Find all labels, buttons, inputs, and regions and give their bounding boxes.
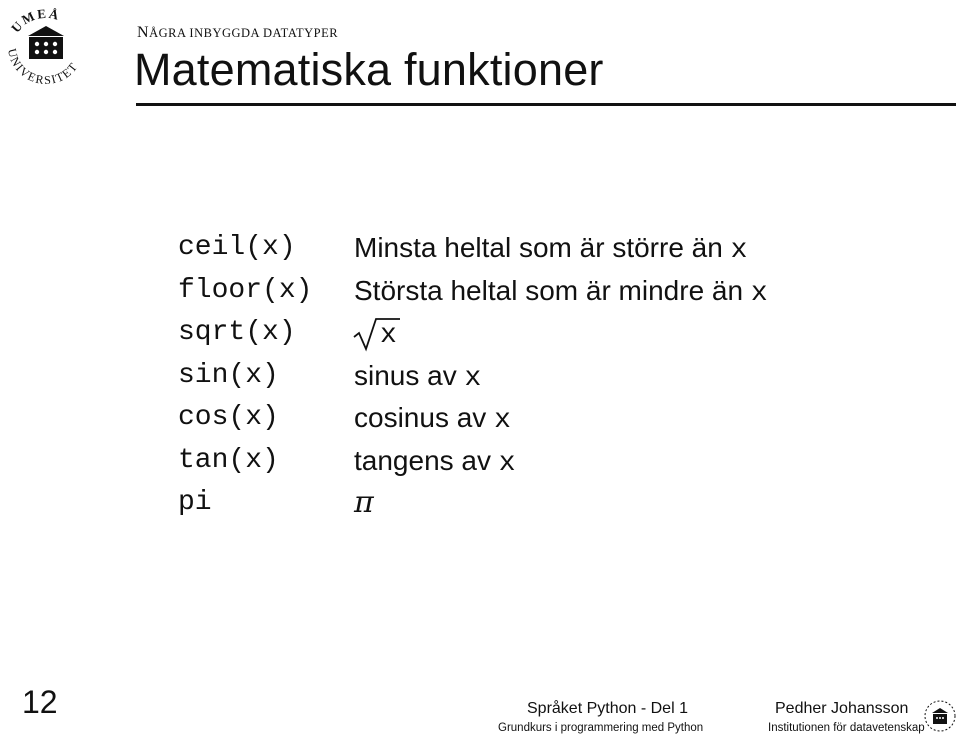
footer-department: Institutionen för datavetenskap [768, 722, 925, 734]
square-root-sign-icon [354, 317, 400, 351]
section-kicker [137, 24, 338, 42]
kicker-first-letter: N [137, 24, 150, 41]
function-name: cos(x) [178, 402, 279, 433]
logo-text-bottom: UNIVERSITET [4, 47, 81, 88]
function-name: pi [178, 487, 212, 518]
pi-symbol: π [354, 485, 374, 520]
slide-number: 12 [22, 684, 58, 720]
function-description [354, 228, 747, 271]
variable-x: x [498, 447, 516, 479]
function-description [354, 313, 397, 356]
function-name: sqrt(x) [178, 317, 296, 348]
variable-x: x [494, 405, 511, 436]
footer-course: Grundkurs i programmering med Python [498, 722, 704, 734]
sqrt-expression [354, 313, 397, 356]
variable-x: x [380, 320, 397, 351]
variable-x: x [730, 235, 748, 266]
logo-text-top: UMEÅ [8, 5, 63, 36]
function-description [354, 483, 374, 523]
description-text: cosinus av [354, 402, 495, 433]
function-name: floor(x) [178, 274, 313, 306]
function-name: ceil(x) [178, 232, 296, 263]
description-text: Minsta heltal som är större än [354, 232, 731, 263]
kicker-rest: ÅGRA INBYGGDA DATATYPER [149, 26, 339, 40]
footer-topic: Språket Python - Del 1 [527, 700, 688, 717]
function-name: tan(x) [178, 444, 279, 476]
function-name: sin(x) [178, 359, 279, 391]
footer-author: Pedher Johansson [775, 700, 909, 717]
university-logo-small [922, 697, 958, 735]
university-logo [0, 0, 92, 92]
description-text: sinus av [354, 359, 465, 391]
variable-x: x [464, 362, 482, 394]
function-description [354, 441, 516, 484]
slide-title: Matematiska funktioner [134, 44, 604, 95]
function-description [354, 271, 768, 314]
description-text: Största heltal som är mindre än [354, 274, 751, 306]
description-text: tangens av [354, 444, 499, 476]
function-description [354, 356, 481, 399]
title-divider [136, 103, 956, 106]
variable-x: x [750, 277, 768, 309]
function-description [354, 398, 511, 441]
